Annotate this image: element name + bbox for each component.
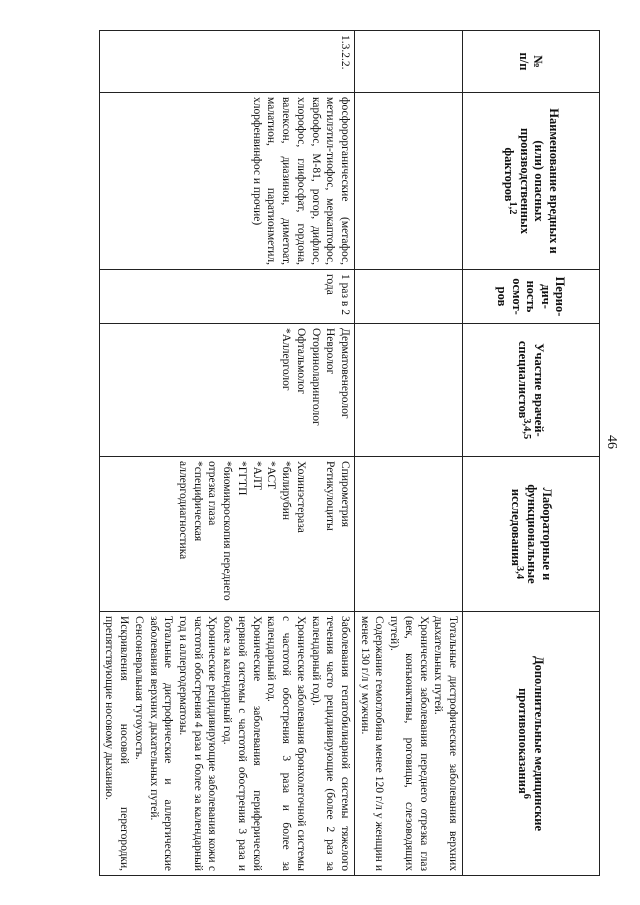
contra-item: Хронические заболевания периферической нервной системы с частотой обострения 3 раза и более за календарный год. [221, 616, 263, 871]
doctor-item: Оториноларинголог [309, 328, 322, 426]
cell-num: 1.3.2.2. [99, 31, 354, 93]
header-contra: Дополнительные медицинские противопоказания$^6$ [463, 612, 600, 876]
lab-item: *билирубин [280, 461, 293, 521]
lab-item: *биомикроскопия переднего отрезка глаза [206, 461, 234, 601]
cell-period [354, 270, 462, 324]
lab-item: *ГГТП [235, 461, 248, 496]
cell-doctors [99, 324, 354, 457]
contra-item: Тотальные дистрофические заболевания верхних дыхательных путей. [432, 616, 459, 871]
lab-item: Спирометрия [338, 461, 351, 528]
cell-period: 1 раз в 2 года [99, 270, 354, 324]
cell-doctors [354, 324, 462, 457]
contra-item: Искривления носовой перегородки, препятствующие носовому дыханию. [103, 616, 131, 871]
lab-item: *специфическая аллергодиагностика [177, 461, 204, 560]
contra-item: Хронические заболевания бронхолегочной системы с частотой обострения 3 раза и более за календарный год. [265, 616, 307, 871]
header-factor: Наименование вредных и (или) опасных производственных факторов$^{1,2}$ [463, 93, 600, 270]
cell-factor: фосфорорганические (метафос, метилэтил-тиофос, меркаптофос, карбофос, М-81, рогор, дифлос, хлорофос, глифосфат, гордона, валексон, диазинон, диметоат, малатион, паратионметил, хлорфенвинфос и прочие) [99, 93, 354, 270]
lab-item: *АЛТ [250, 461, 263, 490]
header-num: № п/п [463, 31, 600, 93]
table-row [354, 31, 462, 876]
lab-item-blank [308, 461, 323, 607]
page-number: 46 [604, 435, 619, 449]
header-period: Перио- дич- ность осмот- ров [463, 270, 600, 324]
contra-item: Хронические рецидивирующие заболевания кожи с частотой обострения 4 раза и более за календарный год и аллергодерматозы. [177, 616, 219, 871]
contra-item: Тотальные дистрофические и аллергические заболевания верхних дыхательных путей. [147, 616, 175, 871]
lab-item: Холинэстераза [294, 461, 307, 533]
contra-item: Содержание гемоглобина менее 120 г/л у женщин и менее 130 г/л у мужчин. [358, 616, 386, 871]
doctor-item: Дерматовенеролог [338, 328, 351, 419]
cell-labs [354, 457, 462, 612]
header-labs: Лабораторные и функциональные исследования$^{3,4}$ [463, 457, 600, 612]
contra-item: Хронические заболевания переднего отрезка глаз (век, конъюнктивы, роговицы, слезоводящих путей). [388, 616, 430, 871]
doctor-item: Офтальмолог [294, 328, 307, 395]
lab-item: Ретикулоциты [324, 461, 337, 531]
contra-item: Заболевания гепатобилиарной системы тяжелого течения часто рецидивирующие (более 2 раз за календарный год). [309, 616, 351, 871]
lab-item: *АСТ [265, 461, 278, 490]
cell-factor [354, 93, 462, 270]
contra-item: Сенсоневральная тугоухость. [132, 616, 145, 760]
table-row [99, 31, 354, 876]
header-doctors: Участие врачей-специалистов$^{3,4,5}$ [463, 324, 600, 457]
header-row [463, 31, 600, 876]
requirements-table [99, 30, 600, 876]
cell-contra [99, 612, 354, 876]
cell-labs [99, 457, 354, 612]
doctor-item: *Аллерголог [280, 328, 293, 391]
cell-num [354, 31, 462, 93]
doctor-item: Невролог [324, 328, 337, 375]
cell-contra [354, 612, 462, 876]
